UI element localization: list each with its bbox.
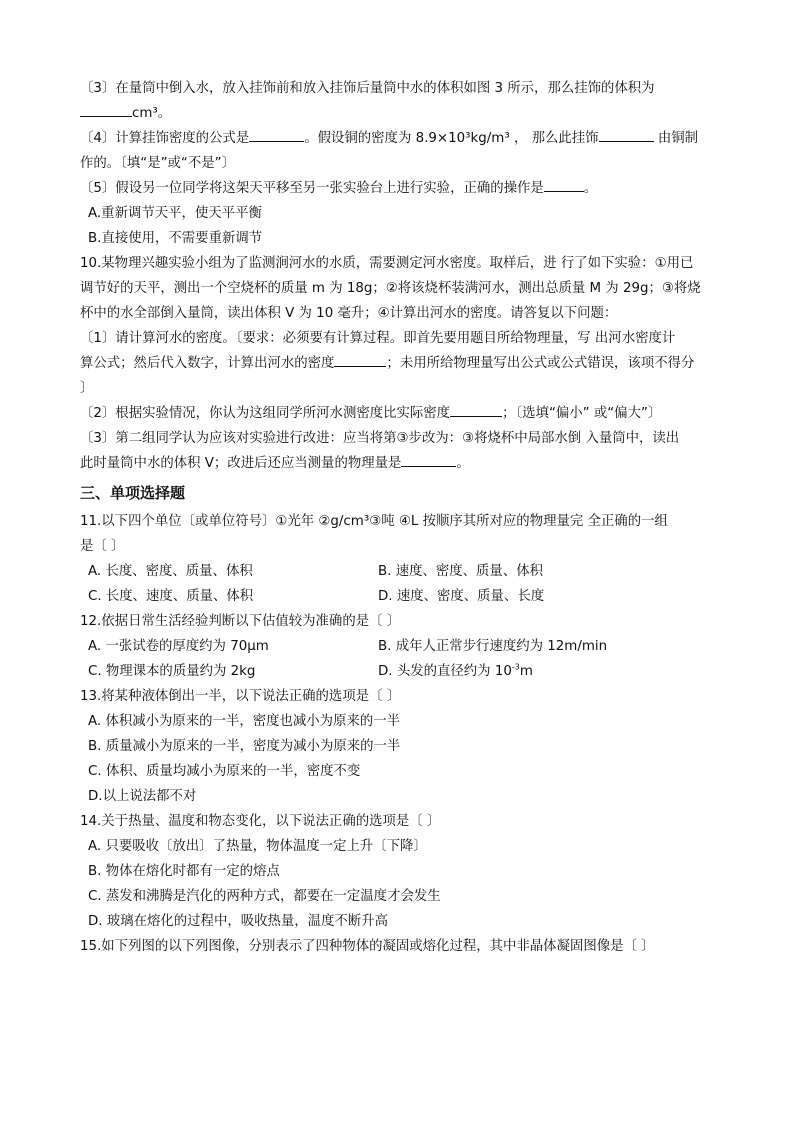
q10-sub1-line1: 〔1〕请计算河水的密度。〔要求：必须要有计算过程。即首先要用题目所给物理量，写 出河水密度计 [80,331,676,346]
answer-blank[interactable] [80,103,132,117]
q10-sub1-line3: 〕 [80,381,94,396]
answer-blank[interactable] [544,178,584,192]
q10-sub3-line2: 此时量筒中水的体积 V；改进后还应当测量的物理量是 。 [80,451,724,476]
q11-stem-line2: 是〔 〕 [80,539,125,554]
answer-blank[interactable] [249,128,304,142]
q12-option-c[interactable]: C. 物理课本的质量约为 2kg [88,664,256,679]
q9-option-a[interactable]: A.重新调节天平，使天平平衡 [88,206,262,221]
q9-sub4-line1: 〔4〕计算挂饰密度的公式是 。假设铜的密度为 8.9×10³kg/m³ ， 那么此挂饰 由铜制 [80,126,724,151]
q13-option-d[interactable]: D.以上说法都不对 [88,789,197,804]
q9-option-b[interactable]: B.直接使用，不需要重新调节 [88,231,263,246]
q9-sub3-line2: cm³。 [80,101,724,126]
q12-options-row1 [80,634,724,659]
q10-stem-line3: 杯中的水全部倒入量筒，读出体积 V 为 10 毫升；④计算出河水的密度。请答复以下问题： [80,306,618,321]
q9-sub4-line2: 作的。〔填“是”或“不是”〕 [80,156,235,171]
q11-options-row2 [80,584,724,609]
q10-sub1-line2: 算公式；然后代入数字，计算出河水的密度 ；未用所给物理量写出公式或公式错误，该项不得分 [80,351,724,376]
q14-option-a[interactable]: A. 只要吸收〔放出〕了热量，物体温度一定上升〔下降〕 [88,839,427,854]
q12-stem: 12.依据日常生活经验判断以下估值较为准确的是〔 〕 [80,614,401,629]
q12-options-row2 [80,659,724,684]
q14-option-c[interactable]: C. 蒸发和沸腾是汽化的两种方式，都要在一定温度才会发生 [88,889,441,904]
answer-blank[interactable] [599,128,654,142]
q11-option-c[interactable]: C. 长度、速度、质量、体积 [88,589,254,604]
answer-blank[interactable] [450,403,502,417]
q11-option-b[interactable]: B. 速度、密度、质量、体积 [378,564,543,579]
q11-option-d[interactable]: D. 速度、密度、质量、长度 [378,589,545,604]
q13-option-c[interactable]: C. 体积、质量均减小为原来的一半，密度不变 [88,764,361,779]
q9-sub5: 〔5〕假设另一位同学将这架天平移至另一张实验台上进行实验，正确的操作是 。 [80,176,724,201]
answer-blank[interactable] [401,453,456,467]
q10-sub2: 〔2〕根据实验情况，你认为这组同学所河水测密度比实际密度 ；〔选填“偏小” 或“偏大”〕 [80,401,724,426]
q11-option-a[interactable]: A. 长度、密度、质量、体积 [88,564,253,579]
answer-blank[interactable] [334,353,386,367]
q13-option-b[interactable]: B. 质量减小为原来的一半，密度为减小为原来的一半 [88,739,401,754]
q10-stem-line1: 10.某物理兴趣实验小组为了监测涧河水的水质，需要测定河水密度。取样后，进 行了如下实验：①用已 [80,256,694,271]
q12-option-b[interactable]: B. 成年人正常步行速度约为 12m/min [378,639,608,654]
q13-stem: 13.将某种液体倒出一半，以下说法正确的选项是〔 〕 [80,689,401,704]
q12-option-d[interactable]: D. 头发的直径约为 $10^{-3}m$ [378,662,533,679]
q14-option-b[interactable]: B. 物体在熔化时都有一定的熔点 [88,864,280,879]
q11-options-row1 [80,559,724,584]
q15-stem: 15.如下列图的以下列图像，分别表示了四种物体的凝固或熔化过程，其中非晶体凝固图像是〔 〕 [80,939,655,954]
q9-sub3-line1: 〔3〕在量筒中倒入水，放入挂饰前和放入挂饰后量筒中水的体积如图 3 所示，那么挂饰的体积为 [80,81,655,96]
section-heading: 三、单项选择题 [80,484,186,502]
q10-sub3-line1: 〔3〕第二组同学认为应该对实验进行改进：应当将第③步改为：③将烧杯中局部水倒 入量筒中，读出 [80,431,680,446]
q14-stem: 14.关于热量、温度和物态变化，以下说法正确的选项是〔 〕 [80,814,441,829]
q10-stem-line2: 调节好的天平，测出一个空烧杯的质量 m 为 18g；②将该烧杯装满河水，测出总质量 M 为 29g；③将烧 [80,281,701,296]
q11-stem-line1: 11.以下四个单位〔或单位符号〕①光年 ②g/cm³③吨 ④L 按顺序其所对应的物理量完 全正确的一组 [80,514,668,529]
q12-option-a[interactable]: A. 一张试卷的厚度约为 70μm [88,639,269,654]
q14-option-d[interactable]: D. 玻璃在熔化的过程中，吸收热量，温度不断升高 [88,914,389,929]
q13-option-a[interactable]: A. 体积减小为原来的一半，密度也减小为原来的一半 [88,714,401,729]
